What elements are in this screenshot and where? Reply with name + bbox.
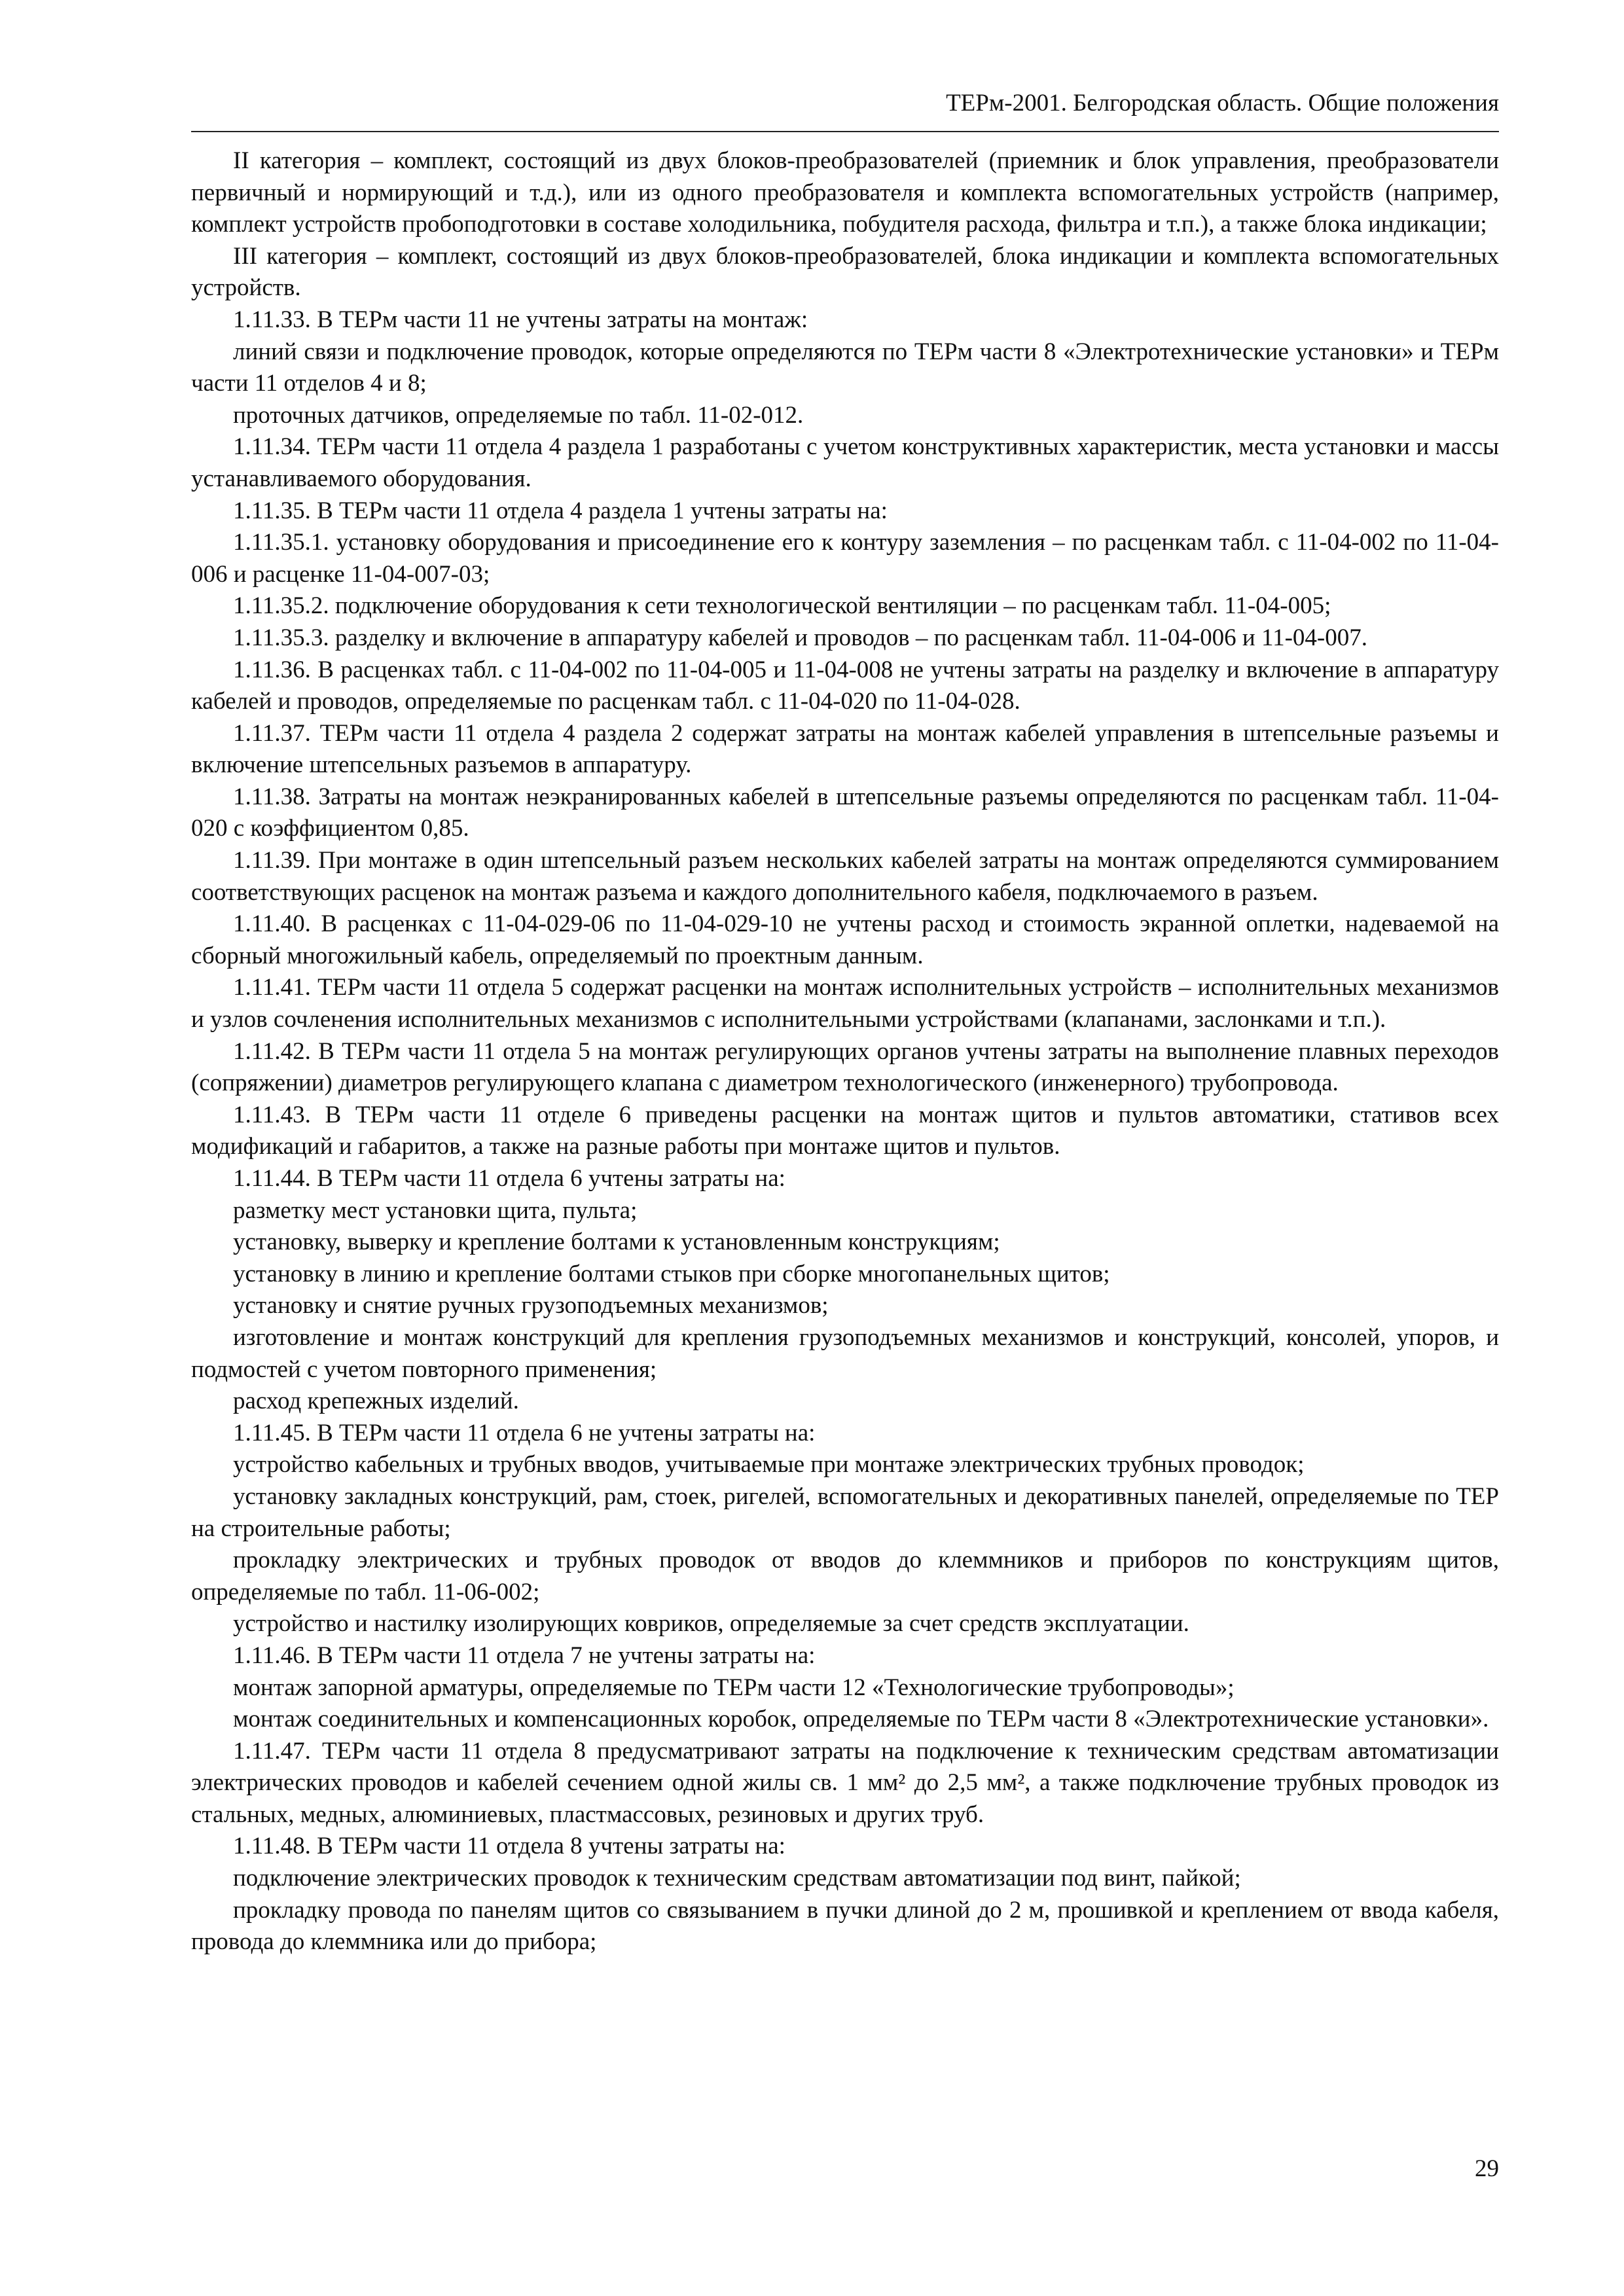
paragraph: устройство кабельных и трубных вводов, учитываемые при монтаже электрических трубных проводок;	[233, 1451, 1305, 1479]
paragraph: установку в линию и крепление болтами стыков при сборке многопанельных щитов;	[233, 1260, 1110, 1287]
paragraph: проточных датчиков, определяемые по табл. 11-02-012.	[233, 401, 804, 429]
paragraph: изготовление и монтаж конструкций для крепления грузоподъемных механизмов и конструкций, консолей, упоров, и подмостей с учетом повторного применения;	[191, 1323, 1499, 1383]
paragraph: 1.11.41. ТЕРм части 11 отдела 5 содержат расценки на монтаж исполнительных устройств – исполнительных механизмов и узлов сочленения исполнительных механизмов с исполнительными устройствами (клапанами, заслонками и т.п.).	[191, 974, 1499, 1033]
paragraph: 1.11.37. ТЕРм части 11 отдела 4 раздела 2 содержат затраты на монтаж кабелей управления в штепсельные разъемы и включение штепсельных разъемов в аппаратуру.	[191, 719, 1499, 779]
paragraph: прокладку провода по панелям щитов со связыванием в пучки длиной до 2 м, прошивкой и креплением от ввода кабеля, провода до клеммника или до прибора;	[191, 1896, 1499, 1956]
document-body	[191, 145, 1499, 1958]
paragraph: 1.11.40. В расценках с 11-04-029-06 по 11-04-029-10 не учтены расход и стоимость экранной оплетки, надеваемой на сборный многожильный кабель, определяемый по проектным данным.	[191, 910, 1499, 969]
paragraph: 1.11.42. В ТЕРм части 11 отдела 5 на монтаж регулирующих органов учтены затраты на выполнение плавных переходов (сопряжении) диаметров регулирующего клапана с диаметром технологического (инженерного) трубопровода.	[191, 1037, 1499, 1097]
paragraph: установку закладных конструкций, рам, стоек, ригелей, вспомогательных и декоративных панелей, определяемые по ТЕР на строительные работы;	[191, 1482, 1499, 1542]
paragraph: 1.11.45. В ТЕРм части 11 отдела 6 не учтены затраты на:	[233, 1419, 816, 1446]
paragraph: монтаж запорной арматуры, определяемые по ТЕРм части 12 «Технологические трубопроводы»;	[233, 1674, 1235, 1701]
paragraph: 1.11.35.3. разделку и включение в аппаратуру кабелей и проводов – по расценкам табл. 11-04-006 и 11-04-007.	[233, 624, 1368, 651]
paragraph: 1.11.43. В ТЕРм части 11 отделе 6 приведены расценки на монтаж щитов и пультов автоматики, стативов всех модификаций и габаритов, а также на разные работы при монтаже щитов и пультов.	[191, 1101, 1499, 1160]
paragraph: 1.11.36. В расценках табл. с 11-04-002 по 11-04-005 и 11-04-008 не учтены затраты на разделку и включение в аппаратуру кабелей и проводов, определяемые по расценкам табл. с 11-04-020 по 11-04-028.	[191, 656, 1499, 715]
paragraph: установку, выверку и крепление болтами к установленным конструкциям;	[233, 1229, 1000, 1256]
page-number: 29	[1475, 2155, 1499, 2182]
paragraph: подключение электрических проводок к техническим средствам автоматизации под винт, пайкой;	[233, 1865, 1241, 1892]
paragraph: II категория – комплект, состоящий из двух блоков-преобразователей (приемник и блок управления, преобразователи первичный и нормирующий и т.д.), или из одного преобразователя и комплекта вспомогательных устройств (например, комплект устройств пробоподготовки в составе холодильника, побудителя расхода, фильтра и т.п.), а также блока индикации;	[191, 147, 1499, 238]
paragraph: установку и снятие ручных грузоподъемных механизмов;	[233, 1292, 829, 1319]
paragraph: 1.11.33. В ТЕРм части 11 не учтены затраты на монтаж:	[233, 306, 808, 333]
paragraph: разметку мест установки щита, пульта;	[233, 1196, 638, 1224]
paragraph: прокладку электрических и трубных проводок от вводов до клеммников и приборов по конструкциям щитов, определяемые по табл. 11-06-002;	[191, 1547, 1499, 1605]
page-header	[191, 84, 1499, 132]
paragraph: 1.11.35.2. подключение оборудования к сети технологической вентиляции – по расценкам табл. 11-04-005;	[233, 592, 1331, 620]
paragraph: 1.11.35. В ТЕРм части 11 отдела 4 раздела 1 учтены затраты на:	[233, 497, 888, 524]
paragraph: расход крепежных изделий.	[233, 1388, 519, 1415]
paragraph: 1.11.39. При монтаже в один штепсельный разъем нескольких кабелей затраты на монтаж определяются суммированием соответствующих расценок на монтаж разъема и каждого дополнительного кабеля, подключаемого в разъем.	[191, 847, 1499, 906]
paragraph: 1.11.38. Затраты на монтаж неэкранированных кабелей в штепсельные разъемы определяются по расценкам табл. 11-04-020 с коэффициентом 0,85.	[191, 783, 1499, 842]
paragraph: 1.11.46. В ТЕРм части 11 отдела 7 не учтены затраты на:	[233, 1641, 816, 1669]
paragraph: 1.11.48. В ТЕРм части 11 отдела 8 учтены затраты на:	[233, 1833, 785, 1860]
paragraph: 1.11.47. ТЕРм части 11 отдела 8 предусматривают затраты на подключение к техническим средствам автоматизации электрических проводов и кабелей сечением одной жилы св. 1 мм² до 2,5 мм², а также подключение трубных проводок из стальных, медных, алюминиевых, пластмассовых, резиновых и других труб.	[191, 1737, 1499, 1828]
paragraph: 1.11.34. ТЕРм части 11 отдела 4 раздела 1 разработаны с учетом конструктивных характеристик, места установки и массы устанавливаемого оборудования.	[191, 433, 1499, 492]
header-title: ТЕРм-2001. Белгородская область. Общие положения	[946, 90, 1499, 117]
paragraph: 1.11.44. В ТЕРм части 11 отдела 6 учтены затраты на:	[233, 1165, 785, 1192]
paragraph: линий связи и подключение проводок, которые определяются по ТЕРм части 8 «Электротехнические установки» и ТЕРм части 11 отделов 4 и 8;	[191, 338, 1499, 397]
paragraph: 1.11.35.1. установку оборудования и присоединение его к контуру заземления – по расценкам табл. с 11-04-002 по 11-04-006 и расценке 11-04-007-03;	[191, 529, 1499, 588]
paragraph: монтаж соединительных и компенсационных коробок, определяемые по ТЕРм части 8 «Электротехнические установки».	[233, 1706, 1489, 1733]
paragraph: устройство и настилку изолирующих ковриков, определяемые за счет средств эксплуатации.	[233, 1610, 1189, 1638]
paragraph: III категория – комплект, состоящий из двух блоков-преобразователей, блока индикации и комплекта вспомогательных устройств.	[191, 242, 1499, 302]
